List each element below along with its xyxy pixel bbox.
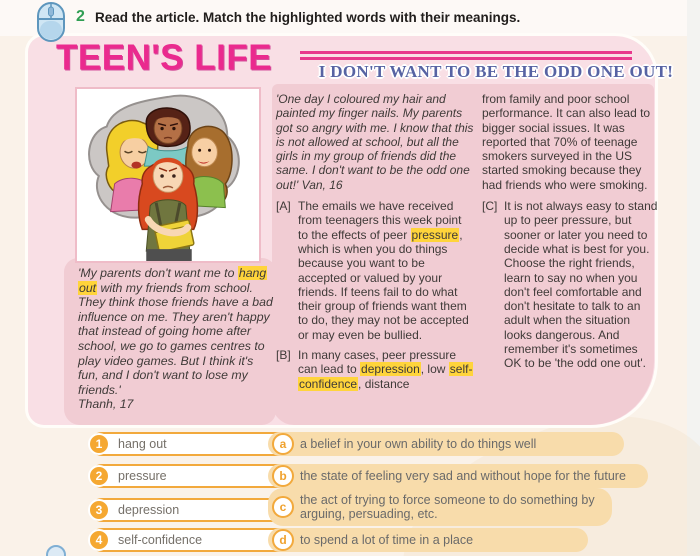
term-number-4: 4: [88, 529, 110, 551]
decorative-rule: [300, 51, 632, 54]
quote-van: 'One day I coloured my hair and painted my finger nails. My parents got so angry with me. I know that this is not allowed at school, but all the girls in my group of friends did the same. I don't want to be the odd one out!' Van, 16: [276, 92, 474, 192]
definition-d[interactable]: [268, 528, 588, 552]
paragraph-c-text: It is not always easy to stand up to peer pressure, but sooner or later you need to decide what is best for you. Choose the right friends, learn to say no when you don't feel comfortable and don't hesitate to talk to an adult when the situation looks dangerous. And remember it's sometimes OK to be 'the odd one out'.: [504, 199, 658, 371]
definition-text-d: to spend a lot of time in a place: [300, 532, 474, 547]
paragraph-a-label: [A]: [276, 199, 291, 214]
paragraph-c: [482, 199, 658, 371]
decorative-rule: [300, 57, 632, 60]
magazine-title: TEEN'S LIFE: [56, 37, 273, 78]
definition-text-b: the state of feeling very sad and without hope for the future: [300, 468, 626, 483]
exercise-number: 2: [76, 8, 85, 25]
quote-thanh-text: 'My parents don't want me to hang out with my friends from school. They think those friends have a bad influence on me. They aren't happy that instead of going home after school, we go to games centres to play video games. But I think it's fun, and I don't want to lose my friends.': [78, 266, 273, 397]
definition-letter-c: c: [272, 496, 294, 518]
quote-thanh-attribution: Thanh, 17: [78, 397, 134, 412]
definition-b[interactable]: [268, 464, 648, 488]
definition-text-a: a belief in your own ability to do things well: [300, 436, 537, 451]
definition-letter-d: d: [272, 529, 294, 551]
paragraph-b-continuation: from family and poor school performance. It can also lead to bigger social issues. It was reported that 70% of teenage smokers surveyed in the US started smoking because they had friends who were smoking.: [482, 92, 651, 192]
term-number-3: 3: [88, 499, 110, 521]
teens-illustration: [75, 87, 261, 263]
definition-letter-b: b: [272, 465, 294, 487]
paragraph-a-text: The emails we have received from teenagers this week point to the effects of peer pressure, which is when you do things because you want to be accepted or valued by your friends. If teens fail to do what their group of friends want them to do, they may not be accepted or may even be bullied.: [298, 199, 469, 342]
definition-a[interactable]: [268, 432, 624, 456]
term-label-1: hang out: [118, 437, 167, 451]
article-headline: I DON'T WANT TO BE THE ODD ONE OUT!: [318, 62, 674, 81]
term-number-2: 2: [88, 465, 110, 487]
definition-letter-a: a: [272, 433, 294, 455]
term-label-4: self-confidence: [118, 533, 203, 547]
exercise-instruction: Read the article. Match the highlighted words with their meanings.: [95, 10, 521, 25]
term-label-3: depression: [118, 503, 180, 517]
paragraph-a: [276, 199, 474, 342]
computer-mouse-partial-icon: [46, 545, 66, 556]
term-label-2: pressure: [118, 469, 167, 483]
definition-text-c: the act of trying to force someone to do something by arguing, persuading, etc.: [300, 492, 595, 521]
article-column-right: [482, 92, 658, 377]
definition-c[interactable]: [268, 488, 612, 526]
paragraph-c-label: [C]: [482, 199, 498, 214]
paragraph-b: [276, 348, 474, 391]
quote-thanh: [78, 266, 274, 412]
article-column-middle: [276, 92, 474, 397]
paragraph-b-text: In many cases, peer pressure can lead to depression, low self-confidence, distance: [298, 348, 473, 391]
paragraph-b-label: [B]: [276, 348, 291, 363]
term-number-1: 1: [88, 433, 110, 455]
